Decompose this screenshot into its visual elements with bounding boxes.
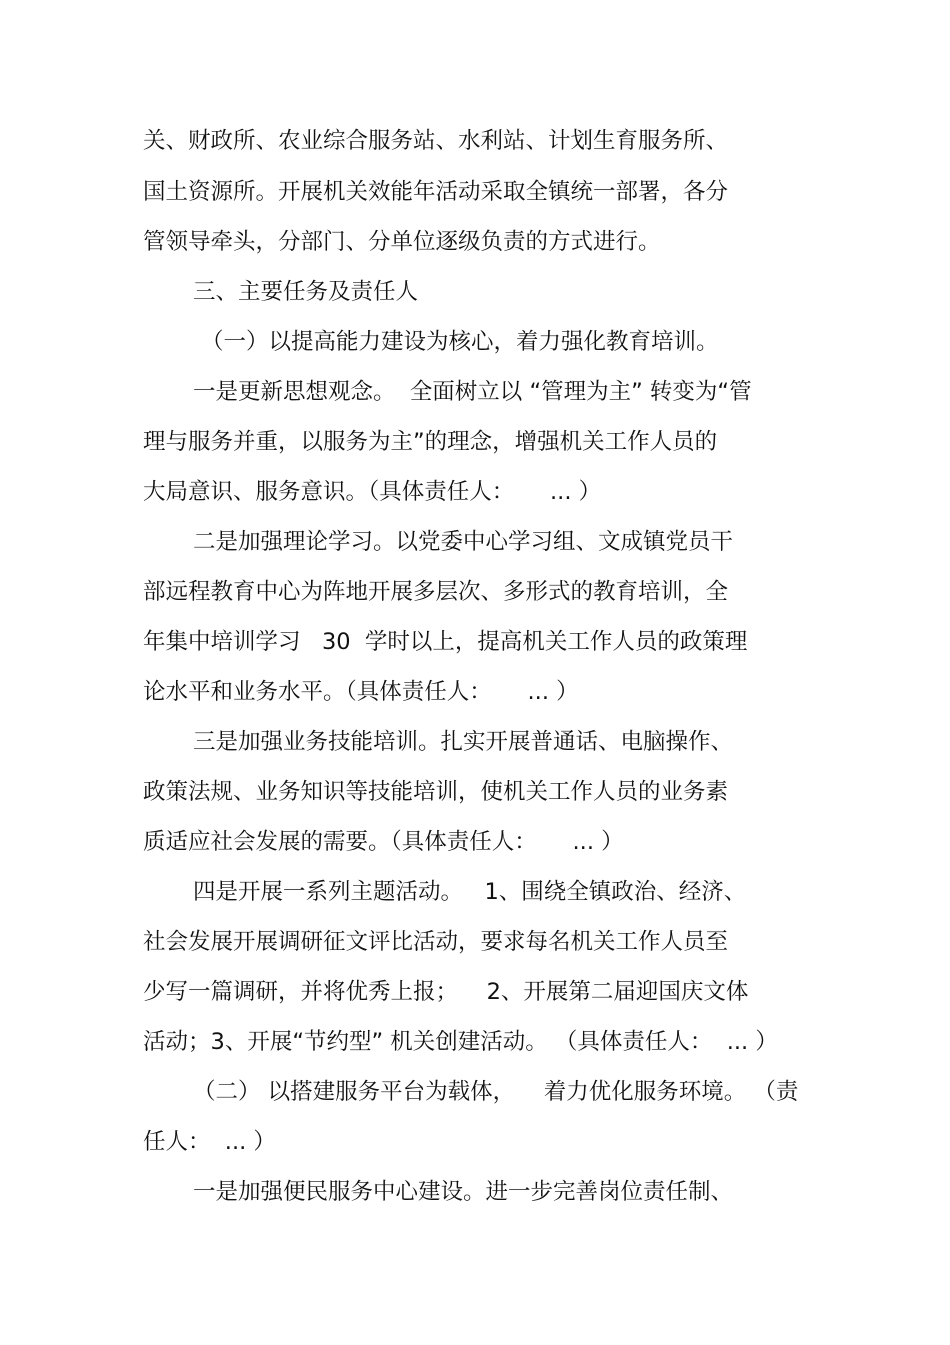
text-line: 活动；3、开展“节约型” 机关创建活动。 （具体责任人： ... ） xyxy=(143,1029,778,1055)
text-line: 三是加强业务技能培训。扎实开展普通话、电脑操作、 xyxy=(193,729,734,755)
text-line: 政策法规、业务知识等技能培训，使机关工作人员的业务素 xyxy=(143,779,729,805)
text-line: 理与服务并重，以服务为主”的理念，增强机关工作人员的 xyxy=(143,429,718,455)
text-line: 一是加强便民服务中心建设。进一步完善岗位责任制、 xyxy=(193,1179,734,1205)
text-line: 年集中培训学习 30 学时以上，提高机关工作人员的政策理 xyxy=(143,629,748,655)
text-line: 一是更新思想观念。 全面树立以 “管理为主” 转变为“管 xyxy=(193,379,752,405)
text-line: 关、财政所、农业综合服务站、水利站、计划生育服务所、 xyxy=(143,128,729,154)
subsection-heading: （二） 以搭建服务平台为载体， 着力优化服务环境。 （责 xyxy=(193,1079,799,1105)
subsection-heading: （一）以提高能力建设为核心，着力强化教育培训。 xyxy=(201,329,719,355)
text-line: 部远程教育中心为阵地开展多层次、多形式的教育培训，全 xyxy=(143,579,729,605)
section-heading: 三、主要任务及责任人 xyxy=(193,279,419,305)
text-line: 论水平和业务水平。（具体责任人： ... ） xyxy=(143,679,579,705)
text-line: 任人： ... ） xyxy=(143,1129,276,1155)
text-line: 国土资源所。开展机关效能年活动采取全镇统一部署，各分 xyxy=(143,179,729,205)
text-line: 大局意识、服务意识。（具体责任人： ... ） xyxy=(143,479,602,505)
text-line: 社会发展开展调研征文评比活动，要求每名机关工作人员至 xyxy=(143,929,729,955)
text-line: 质适应社会发展的需要。（具体责任人： ... ） xyxy=(143,829,624,855)
text-line: 管领导牵头，分部门、分单位逐级负责的方式进行。 xyxy=(143,229,661,255)
text-line: 少写一篇调研，并将优秀上报； 2、开展第二届迎国庆文体 xyxy=(143,979,749,1005)
text-line: 四是开展一系列主题活动。 1、围绕全镇政治、经济、 xyxy=(193,879,747,905)
text-line: 二是加强理论学习。以党委中心学习组、文成镇党员干 xyxy=(193,529,734,555)
